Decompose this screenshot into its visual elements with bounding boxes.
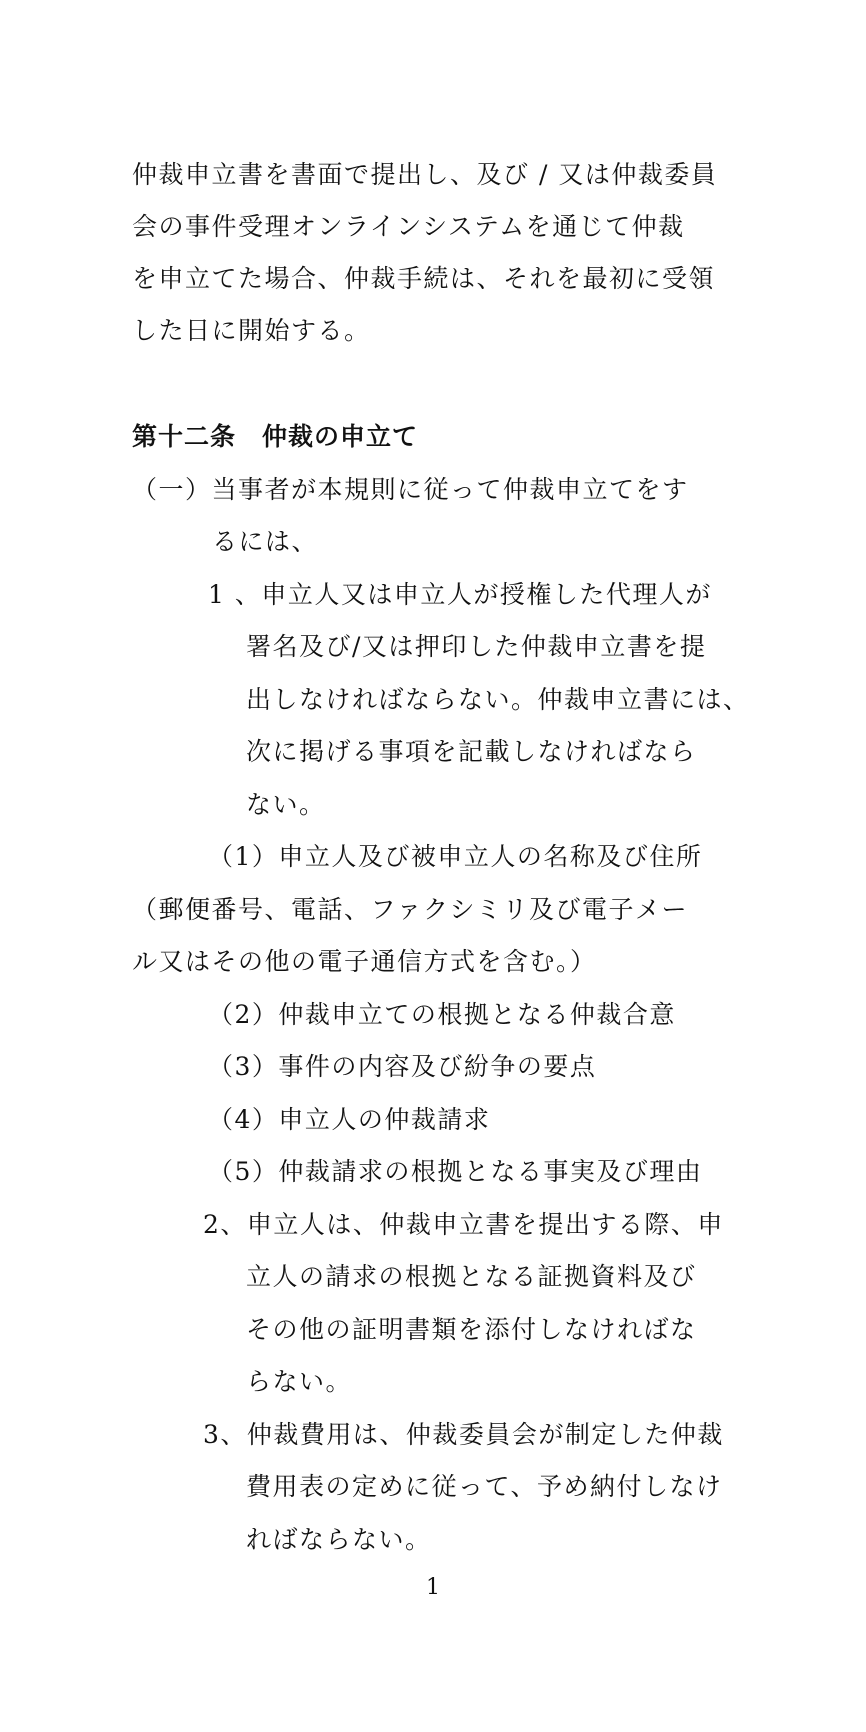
item2-line-3: その他の証明書類を添付しなければな xyxy=(246,1315,697,1344)
item2-line-4: らない。 xyxy=(246,1367,353,1396)
intro-line-3: を申立てた場合、仲裁手続は、それを最初に受領 xyxy=(132,264,716,293)
sub1-line-1: （1）申立人及び被申立人の名称及び住所 xyxy=(208,842,703,871)
item3-line-1: 3、仲裁費用は、仲裁委員会が制定した仲裁 xyxy=(203,1420,724,1449)
intro-line-4: した日に開始する。 xyxy=(132,316,371,345)
sub5-line: （5）仲裁請求の根拠となる事実及び理由 xyxy=(208,1157,703,1186)
item3-line-3: ればならない。 xyxy=(246,1525,432,1554)
intro-line-1: 仲裁申立書を書面で提出し、及び / 又は仲裁委員 xyxy=(132,160,718,189)
intro-line-2: 会の事件受理オンラインシステムを通じて仲裁 xyxy=(132,212,685,241)
sub4-line: （4）申立人の仲裁請求 xyxy=(208,1105,491,1134)
item1-line-1: 1 、申立人又は申立人が授権した代理人が xyxy=(208,580,712,609)
sub1-line-3: ル又はその他の電子通信方式を含む。） xyxy=(132,947,597,976)
item2-line-1: 2、申立人は、仲裁申立書を提出する際、申 xyxy=(203,1210,724,1239)
item3-line-2: 費用表の定めに従って、予め納付しなけ xyxy=(246,1472,723,1501)
article-title: 第十二条 仲裁の申立て xyxy=(132,422,419,451)
item1-line-3: 出しなければならない。仲裁申立書には、 xyxy=(246,685,750,714)
sub1-line-2: （郵便番号、電話、ファクシミリ及び電子メー xyxy=(132,895,689,924)
item1-line-2: 署名及び/又は押印した仲裁申立書を提 xyxy=(246,632,707,661)
item1-line-4: 次に掲げる事項を記載しなければなら xyxy=(246,737,697,766)
item1-line-5: ない。 xyxy=(246,790,326,819)
sub3-line: （3）事件の内容及び紛争の要点 xyxy=(208,1052,597,1081)
para1-line-2: るには、 xyxy=(212,527,319,556)
para1-line-1: （一）当事者が本規則に従って仲裁申立てをす xyxy=(132,475,689,504)
sub2-line: （2）仲裁申立ての根拠となる仲裁合意 xyxy=(208,1000,676,1029)
page-number: 1 xyxy=(426,1575,440,1600)
item2-line-2: 立人の請求の根拠となる証拠資料及び xyxy=(246,1262,697,1291)
